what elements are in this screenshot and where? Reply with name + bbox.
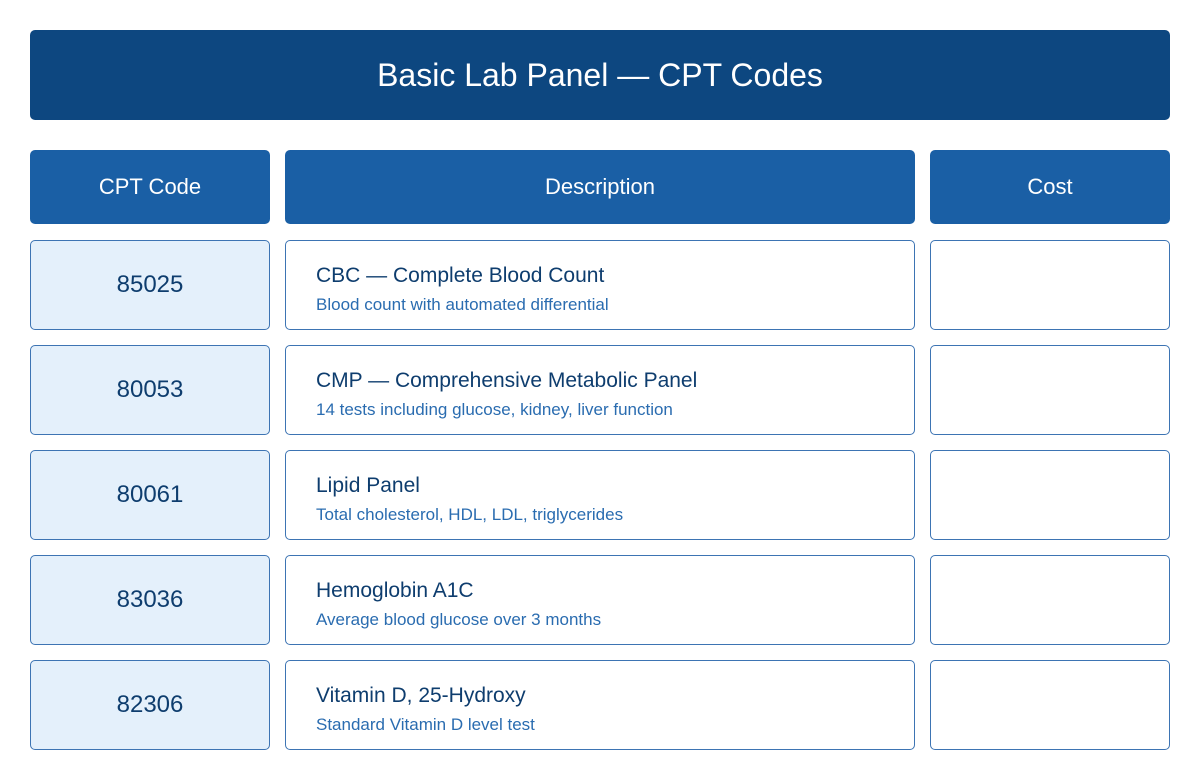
- cpt-code-cell: 85025: [30, 240, 270, 330]
- description-cell: [285, 555, 915, 645]
- test-detail: Blood count with automated differential: [316, 295, 609, 314]
- page-title: Basic Lab Panel — CPT Codes: [30, 30, 1170, 120]
- test-name: CBC — Complete Blood Count: [316, 264, 605, 287]
- column-header-cpt-code: CPT Code: [30, 150, 270, 224]
- cpt-code-cell: 80061: [30, 450, 270, 540]
- cpt-code-cell: 82306: [30, 660, 270, 750]
- cost-cell[interactable]: [930, 240, 1170, 330]
- cost-cell[interactable]: [930, 450, 1170, 540]
- test-name: CMP — Comprehensive Metabolic Panel: [316, 369, 698, 392]
- cpt-code-cell: 83036: [30, 555, 270, 645]
- description-cell: [285, 450, 915, 540]
- description-cell: [285, 240, 915, 330]
- cost-cell[interactable]: [930, 345, 1170, 435]
- test-detail: Average blood glucose over 3 months: [316, 610, 602, 629]
- test-name: Lipid Panel: [316, 474, 420, 497]
- cost-cell[interactable]: [930, 555, 1170, 645]
- cpt-code-cell: 80053: [30, 345, 270, 435]
- column-header-cost: Cost: [930, 150, 1170, 224]
- test-detail: Total cholesterol, HDL, LDL, triglycerides: [316, 505, 624, 524]
- cost-cell[interactable]: [930, 660, 1170, 750]
- description-cell: [285, 345, 915, 435]
- test-detail: Standard Vitamin D level test: [316, 715, 535, 734]
- test-detail: 14 tests including glucose, kidney, liver function: [316, 400, 673, 419]
- test-name: Vitamin D, 25-Hydroxy: [316, 684, 526, 707]
- test-name: Hemoglobin A1C: [316, 579, 474, 602]
- column-header-description: Description: [285, 150, 915, 224]
- description-cell: [285, 660, 915, 750]
